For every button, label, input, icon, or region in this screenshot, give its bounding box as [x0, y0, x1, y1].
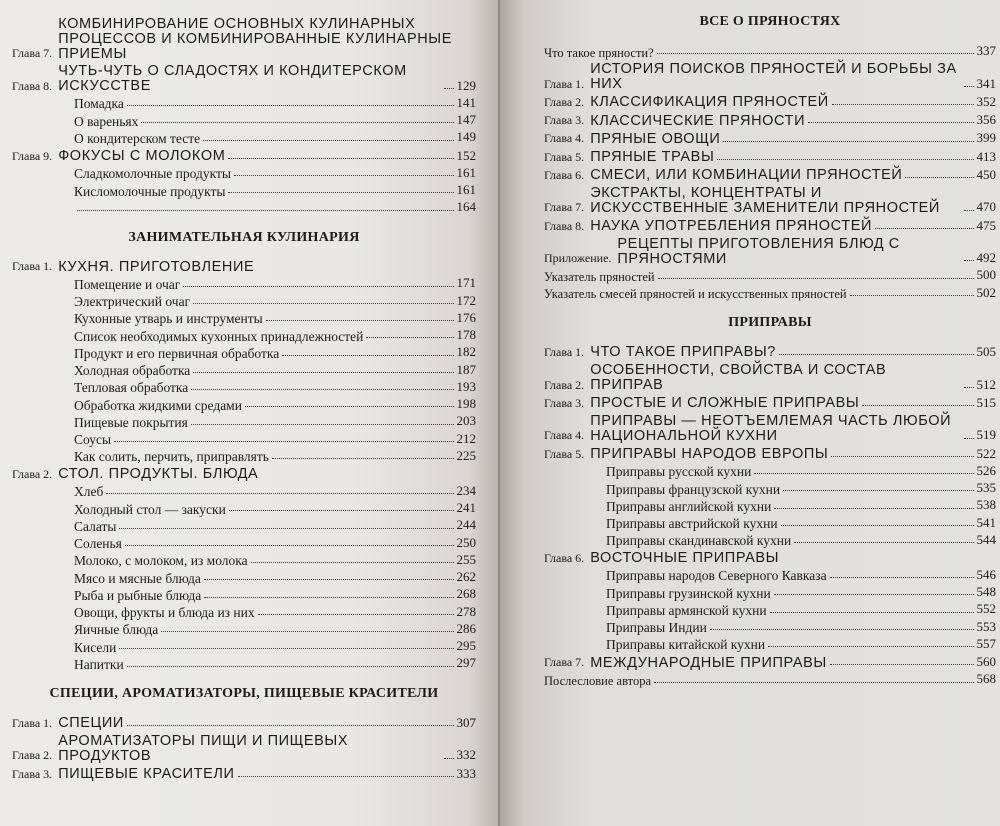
entry-title: Кисели [74, 639, 117, 655]
dot-leader [127, 725, 454, 726]
entry-title: ПРЯНЫЕ ОВОЩИ [590, 130, 721, 147]
toc-chapter-entry [544, 219, 996, 234]
toc-subentry [12, 166, 476, 181]
entry-title: Как солить, перчить, приправлять [74, 449, 269, 465]
toc-chapter-entry [12, 17, 476, 61]
entry-title: КЛАССИЧЕСКИЕ ПРЯНОСТИ [590, 112, 806, 129]
entry-title: Приправы австрийской кухни [606, 516, 778, 532]
entry-title: ВОСТОЧНЫЕ ПРИПРАВЫ [590, 550, 780, 567]
toc-subentry [12, 113, 476, 128]
entry-title: Сладкомолочные продукты [74, 166, 231, 182]
page-number: 492 [976, 250, 996, 266]
dot-leader [119, 648, 453, 649]
dot-leader [905, 177, 973, 178]
dot-leader [258, 614, 454, 615]
page-number: 515 [976, 394, 996, 410]
entry-title: Помещение и очаг [74, 276, 181, 292]
dot-leader [114, 441, 453, 442]
toc-section [544, 315, 996, 688]
toc-subentry [12, 294, 476, 309]
page-number: 502 [976, 284, 996, 300]
dot-leader [964, 86, 974, 87]
dot-leader [774, 508, 973, 509]
entry-title: ПРИПРАВЫ НАРОДОВ ЕВРОПЫ [590, 446, 829, 463]
toc-subentry [12, 432, 476, 447]
page-number: 176 [456, 309, 476, 325]
dot-leader [794, 542, 973, 543]
entry-title: ПИЩЕВЫЕ КРАСИТЕЛИ [58, 766, 235, 782]
toc-chapter-entry [12, 64, 476, 94]
chapter-number: Приложение. [544, 251, 612, 266]
chapter-number: Глава 3. [544, 395, 585, 410]
entry-title: ОСОБЕННОСТИ, СВОЙСТВА И СОСТАВ ПРИПРАВ [590, 362, 887, 393]
toc-chapter-entry [544, 150, 996, 165]
entry-title: Приправы грузинской кухни [606, 585, 771, 601]
dot-leader [770, 612, 974, 613]
dot-leader [850, 295, 974, 296]
page-number: 171 [456, 275, 476, 291]
toc-section [12, 230, 476, 672]
page-number: 538 [976, 497, 996, 513]
entry-title: ПРИПРАВЫ — НЕОТЪЕМЛЕМАЯ ЧАСТЬ ЛЮБОЙ НАЦИОНАЛЬНОЙ КУХНИ [590, 413, 952, 444]
dot-leader [251, 562, 454, 563]
entry-title: Электрический очаг [74, 294, 191, 310]
toc-subentry [544, 268, 996, 283]
entry-title: Кухонные утварь и инструменты [74, 311, 263, 327]
entry-title: СТОЛ. ПРОДУКТЫ. БЛЮДА [58, 466, 259, 483]
dot-leader [964, 260, 974, 261]
entry-title: Помадка [74, 96, 124, 112]
toc-chapter-entry [544, 447, 996, 462]
toc-chapter-entry [12, 767, 476, 782]
dot-leader [964, 210, 974, 211]
page-number: 519 [976, 427, 996, 443]
dot-leader [282, 355, 453, 356]
dot-leader [161, 631, 453, 632]
page-number: 535 [976, 480, 996, 496]
toc-subentry [12, 311, 476, 326]
dot-leader [204, 579, 454, 580]
toc-chapter-entry [544, 363, 996, 393]
page-number: 541 [976, 514, 996, 530]
section-heading: ВСЕ О ПРЯНОСТЯХ [699, 14, 841, 29]
entry-title: Обработка жидкими средами [74, 397, 242, 413]
page-number: 244 [456, 517, 476, 533]
chapter-number: Глава 3. [544, 113, 585, 128]
dot-leader [862, 405, 973, 406]
page-number: 333 [456, 765, 476, 781]
entry-title: Кисломолочные продукты [74, 183, 226, 199]
toc-subentry [12, 276, 476, 291]
page-number: 470 [976, 199, 996, 215]
chapter-number: Глава 2. [12, 748, 53, 763]
entry-title: Указатель пряностей [544, 269, 655, 284]
page-number: 198 [456, 396, 476, 412]
page-number: 337 [976, 43, 996, 58]
dot-leader [193, 372, 453, 373]
page-number: 178 [456, 327, 476, 343]
entry-title: Приправы народов Северного Кавказа [606, 568, 827, 584]
toc-subentry [12, 605, 476, 620]
toc-chapter-entry [12, 467, 476, 482]
entry-title: ПРОСТЫЕ И СЛОЖНЫЕ ПРИПРАВЫ [590, 395, 860, 412]
dot-leader [754, 473, 973, 474]
toc-subentry [12, 380, 476, 395]
page-number: 544 [976, 531, 996, 547]
entry-title: Что такое пряности? [544, 45, 654, 60]
page-number: 255 [456, 551, 476, 567]
entry-title: ЧУТЬ-ЧУТЬ О СЛАДОСТЯХ И КОНДИТЕРСКОМ ИСКУССТВЕ [58, 63, 407, 95]
page-number: 557 [976, 635, 996, 651]
page-number: 352 [976, 93, 996, 109]
toc-chapter-entry [544, 95, 996, 110]
entry-title: Приправы армянской кухни [606, 602, 767, 618]
page-number: 295 [456, 638, 476, 654]
toc-subentry [544, 516, 996, 531]
entry-title: Приправы английской кухни [606, 498, 772, 514]
page-number: 450 [976, 166, 996, 182]
page-number: 149 [456, 129, 476, 145]
toc-subentry [544, 481, 996, 496]
dot-leader [717, 159, 973, 160]
toc-chapter-entry [12, 260, 476, 275]
toc-subentry [12, 200, 476, 215]
dot-leader [191, 389, 453, 390]
dot-leader [875, 228, 974, 229]
toc-subentry [12, 130, 476, 145]
chapter-number: Глава 6. [544, 167, 585, 182]
section-heading: СПЕЦИИ, АРОМАТИЗАТОРЫ, ПИЩЕВЫЕ КРАСИТЕЛИ [49, 685, 439, 701]
dot-leader [657, 53, 974, 54]
page-number: 203 [456, 413, 476, 429]
toc-subentry [12, 639, 476, 654]
toc-subentry [544, 602, 996, 617]
dot-leader [228, 192, 453, 193]
dot-leader [238, 776, 454, 777]
dot-leader [832, 104, 974, 105]
dot-leader [964, 438, 974, 439]
entry-title: Приправы скандинавской кухни [606, 533, 792, 549]
entry-title: КОМБИНИРОВАНИЕ ОСНОВНЫХ КУЛИНАРНЫХ ПРОЦЕССОВ И КОМБИНИРОВАННЫЕ КУЛИНАРНЫЕ ПРИЕМЫ [58, 16, 453, 62]
dot-leader [203, 140, 453, 141]
toc-subentry [544, 44, 996, 59]
left-page [0, 0, 498, 826]
page-number: 356 [976, 112, 996, 128]
entry-title: СПЕЦИИ [58, 715, 124, 732]
toc-chapter-entry [544, 131, 996, 146]
page-number: 234 [456, 482, 476, 498]
entry-title: Указатель смесей пряностей и искусственных пряностей [544, 287, 847, 302]
entry-title: ИСТОРИЯ ПОИСКОВ ПРЯНОСТЕЙ И БОРЬБЫ ЗА НИХ [590, 61, 957, 93]
chapter-number: Глава 7. [12, 46, 53, 61]
page-number: 161 [456, 164, 476, 180]
page-number: 341 [976, 75, 996, 91]
dot-leader [77, 210, 454, 211]
toc-chapter-entry [544, 551, 996, 566]
page-number: 500 [976, 267, 996, 283]
toc-subentry [544, 672, 996, 687]
page-number: 187 [456, 361, 476, 377]
entry-title: О вареньях [74, 113, 139, 129]
dot-leader [245, 406, 454, 407]
dot-leader [106, 493, 453, 494]
page-number: 182 [456, 344, 476, 360]
toc-subentry [544, 620, 996, 635]
chapter-number: Глава 7. [544, 655, 585, 670]
entry-title: Приправы французской кухни [606, 481, 781, 497]
dot-leader [125, 545, 454, 546]
page-number: 546 [976, 566, 996, 582]
toc-subentry [544, 637, 996, 652]
dot-leader [266, 320, 454, 321]
entry-title: Послесловие автора [544, 673, 652, 688]
dot-leader [779, 354, 974, 355]
page-number: 164 [456, 199, 476, 215]
toc-subentry [544, 533, 996, 548]
page-number: 552 [976, 601, 996, 617]
entry-title: РЕЦЕПТЫ ПРИГОТОВЛЕНИЯ БЛЮД С ПРЯНОСТЯМИ [617, 235, 900, 267]
entry-title: Рыба и рыбные блюда [74, 587, 202, 603]
toc-chapter-entry [544, 62, 996, 92]
dot-leader [127, 105, 454, 106]
section-heading: ЗАНИМАТЕЛЬНАЯ КУЛИНАРИЯ [128, 229, 360, 245]
chapter-number: Глава 4. [544, 428, 585, 443]
toc-subentry [12, 570, 476, 585]
entry-title: МЕЖДУНАРОДНЫЕ ПРИПРАВЫ [590, 654, 827, 671]
toc-chapter-entry [544, 655, 996, 670]
page-number: 475 [976, 217, 996, 233]
entry-title: Овощи, фрукты и блюда из них [74, 605, 255, 621]
toc-chapter-entry [12, 734, 476, 764]
toc-subentry [12, 622, 476, 637]
dot-leader [808, 122, 973, 123]
entry-title: Мясо и мясные блюда [74, 570, 201, 586]
dot-leader [710, 629, 974, 630]
chapter-number: Глава 8. [544, 218, 585, 233]
entry-title: СМЕСИ, ИЛИ КОМБИНАЦИИ ПРЯНОСТЕЙ [590, 167, 903, 184]
toc-subentry [544, 585, 996, 600]
toc-chapter-entry [544, 414, 996, 444]
entry-title: ФОКУСЫ С МОЛОКОМ [58, 148, 226, 165]
page-number: 512 [976, 376, 996, 392]
toc-sections [544, 14, 996, 688]
dot-leader [119, 528, 453, 529]
toc-chapter-entry [544, 237, 996, 267]
page-number: 172 [456, 292, 476, 308]
toc-chapter-entry [12, 149, 476, 164]
entry-title: Соленья [74, 536, 122, 552]
page-number: 560 [976, 654, 996, 670]
page-number: 413 [976, 148, 996, 164]
page-number: 548 [976, 584, 996, 600]
toc-subentry [12, 484, 476, 499]
entry-title: Яичные блюда [74, 622, 159, 638]
chapter-number: Глава 3. [12, 766, 53, 781]
dot-leader [204, 597, 453, 598]
page-number: 268 [456, 586, 476, 602]
entry-title: Молоко, с молоком, из молока [74, 553, 248, 569]
page-number: 505 [976, 343, 996, 359]
entry-title: КУХНЯ. ПРИГОТОВЛЕНИЕ [58, 258, 255, 275]
entry-title: Салаты [74, 518, 117, 534]
dot-leader [964, 387, 974, 388]
toc-subentry [544, 464, 996, 479]
page-number: 399 [976, 130, 996, 146]
toc-chapter-entry [544, 168, 996, 183]
entry-title: Напитки [74, 656, 124, 672]
entry-title: Холодный стол — закуски [74, 501, 226, 517]
page-number: 297 [456, 655, 476, 671]
page-number: 332 [456, 747, 476, 763]
toc-subentry [12, 501, 476, 516]
dot-leader [830, 664, 974, 665]
dot-leader [366, 337, 453, 338]
page-number: 522 [976, 445, 996, 461]
page-number: 152 [456, 147, 476, 163]
chapter-number: Глава 9. [12, 148, 53, 163]
toc-subentry [12, 345, 476, 360]
toc-top-entries [12, 17, 476, 216]
toc-subentry [12, 449, 476, 464]
page-number: 250 [456, 534, 476, 550]
entry-title: Список необходимых кухонных принадлежностей [74, 328, 364, 344]
page-number: 141 [456, 94, 476, 110]
toc-chapter-entry [544, 396, 996, 411]
toc-subentry [12, 587, 476, 602]
entry-title: КЛАССИФИКАЦИЯ ПРЯНОСТЕЙ [590, 94, 829, 111]
page-number: 147 [456, 112, 476, 128]
page-number: 526 [976, 462, 996, 478]
toc-subentry [12, 96, 476, 111]
toc-subentry [12, 518, 476, 533]
entry-title: Приправы Индии [606, 620, 707, 636]
dot-leader [781, 525, 974, 526]
chapter-number: Глава 2. [544, 377, 585, 392]
page-number: 241 [456, 500, 476, 516]
chapter-number: Глава 8. [12, 78, 53, 93]
dot-leader [127, 666, 454, 667]
entry-title: АРОМАТИЗАТОРЫ ПИЩИ И ПИЩЕВЫХ ПРОДУКТОВ [58, 732, 349, 764]
entry-title: Продукт и его первичная обработка [74, 345, 280, 361]
entry-title: Приправы русской кухни [606, 464, 752, 480]
chapter-number: Глава 5. [544, 446, 585, 461]
dot-leader [768, 646, 973, 647]
dot-leader [183, 286, 453, 287]
chapter-number: Глава 5. [544, 149, 585, 164]
entry-title: Пищевые покрытия [74, 414, 188, 430]
page-number: 286 [456, 620, 476, 636]
dot-leader [654, 682, 973, 683]
dot-leader [228, 158, 453, 159]
chapter-number: Глава 1. [12, 259, 53, 274]
entry-title: ЧТО ТАКОЕ ПРИПРАВЫ? [590, 344, 776, 361]
dot-leader [783, 490, 973, 491]
toc-chapter-entry [544, 186, 996, 216]
toc-chapter-entry [12, 716, 476, 731]
right-page [500, 0, 1000, 826]
toc-section [544, 14, 996, 301]
dot-leader [444, 88, 454, 89]
toc-subentry [12, 363, 476, 378]
chapter-number: Глава 2. [544, 94, 585, 109]
dot-leader [658, 278, 974, 279]
entry-title: Соусы [74, 432, 112, 448]
toc-subentry [544, 498, 996, 513]
entry-title: НАУКА УПОТРЕБЛЕНИЯ ПРЯНОСТЕЙ [590, 218, 872, 235]
toc-chapter-entry [544, 113, 996, 128]
entry-title: Хлеб [74, 484, 104, 500]
toc-subentry [12, 656, 476, 671]
section-heading: ПРИПРАВЫ [728, 314, 812, 330]
entry-title: ЭКСТРАКТЫ, КОНЦЕНТРАТЫ И ИСКУССТВЕННЫЕ ЗАМЕНИТЕЛИ ПРЯНОСТЕЙ [590, 185, 940, 216]
dot-leader [444, 758, 454, 759]
dot-leader [831, 456, 973, 457]
toc-subentry [12, 183, 476, 198]
toc-subentry [12, 553, 476, 568]
page-number: 161 [456, 182, 476, 198]
chapter-number: Глава 4. [544, 131, 585, 146]
page-number: 212 [456, 430, 476, 446]
entry-title: ПРЯНЫЕ ТРАВЫ [590, 149, 715, 166]
page-number: 278 [456, 603, 476, 619]
page-number: 553 [976, 618, 996, 634]
dot-leader [193, 303, 453, 304]
toc-subentry [12, 536, 476, 551]
dot-leader [191, 424, 454, 425]
toc-subentry [12, 397, 476, 412]
entry-title: Холодная обработка [74, 363, 191, 379]
page-number: 568 [976, 671, 996, 687]
toc-chapter-entry [544, 345, 996, 360]
toc-subentry [12, 328, 476, 343]
toc-subentry [12, 414, 476, 429]
dot-leader [141, 122, 453, 123]
chapter-number: Глава 1. [544, 76, 585, 91]
chapter-number: Глава 1. [12, 715, 53, 730]
entry-title: Приправы китайской кухни [606, 637, 766, 653]
toc-subentry [544, 568, 996, 583]
chapter-number: Глава 6. [544, 550, 585, 565]
toc-section [12, 686, 476, 782]
dot-leader [272, 458, 454, 459]
chapter-number: Глава 2. [12, 466, 53, 481]
page-number: 225 [456, 447, 476, 463]
page-number: 129 [456, 77, 476, 93]
chapter-number: Глава 1. [544, 344, 585, 359]
dot-leader [234, 175, 454, 176]
page-number: 307 [456, 714, 476, 730]
dot-leader [229, 510, 454, 511]
entry-title: Тепловая обработка [74, 380, 189, 396]
chapter-number: Глава 7. [544, 200, 585, 215]
dot-leader [723, 141, 973, 142]
page-number: 193 [456, 378, 476, 394]
entry-title: О кондитерском тесте [74, 130, 201, 146]
dot-leader [830, 577, 974, 578]
toc-sections [12, 230, 476, 782]
toc-subentry [544, 286, 996, 301]
page-number: 262 [456, 569, 476, 585]
dot-leader [774, 594, 974, 595]
